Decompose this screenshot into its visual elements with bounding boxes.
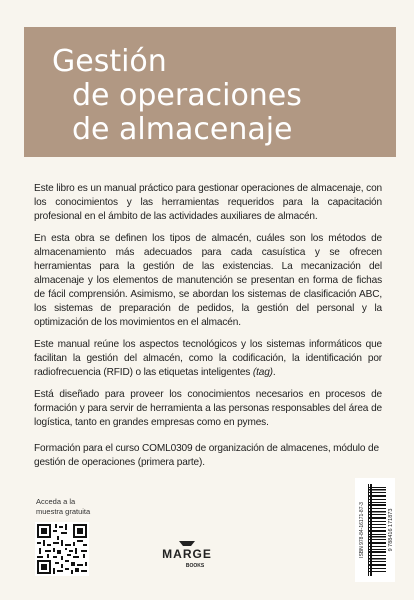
book-title-line-2: de operaciones bbox=[72, 78, 302, 113]
synopsis-paragraph-3 bbox=[34, 338, 382, 380]
publisher-name: MARGE bbox=[162, 547, 212, 561]
publisher-imprint: BOOKS bbox=[185, 563, 205, 569]
book-title-line-1: Gestión bbox=[52, 44, 167, 79]
synopsis-paragraph-1: Este libro es un manual práctico para gestionar operaciones de almacenaje, con los conocimientos y las herramientas requeridos para la capacitación profesional en el ámbito de las actividades auxiliares de almacén. bbox=[34, 183, 382, 222]
tag-term: (tag) bbox=[252, 367, 273, 378]
qr-label bbox=[36, 497, 116, 517]
isbn-barcode bbox=[355, 478, 395, 582]
isbn-digits: 9 788416 171873 bbox=[388, 508, 394, 552]
qr-label-line-2: muestra gratuita bbox=[36, 507, 91, 516]
isbn-label: ISBN 978-84-16171-87-3 bbox=[359, 502, 365, 558]
paragraph-3-period: . bbox=[272, 367, 276, 378]
title-box bbox=[24, 27, 396, 157]
publisher-logo bbox=[155, 539, 219, 571]
synopsis bbox=[34, 182, 382, 478]
book-title-line-3: de almacenaje bbox=[72, 112, 293, 147]
qr-label-line-1: Acceda a la bbox=[36, 497, 76, 506]
qr-code[interactable] bbox=[35, 522, 89, 576]
synopsis-paragraph-3-text: Este manual reúne los aspectos tecnológicos y los sistemas informáticos que facilitan la gestión del almacén, como la codificación, la identificación por radiofrecuencia (RFID) o las etiquetas inteligentes bbox=[34, 339, 382, 378]
synopsis-paragraph-4: Está diseñado para proveer los conocimientos necesarios en procesos de formación y para servir de herramienta a las personas responsables del área de logística, tanto en grandes empresas como en pymes. bbox=[34, 389, 382, 428]
synopsis-paragraph-2: En esta obra se definen los tipos de almacén, cuáles son los métodos de almacenamiento más adecuados para cada casuística y se ofrecen herramientas para la gestión de las existencias. La mecanización del almacenaje y los elementos de manutención se presentan en forma de fichas de fácil comprensión. Asimismo, se abordan los sistemas de clasificación ABC, los sistemas de preparación de pedidos, la gestión del personal y la optimización de los movimientos en el almacén. bbox=[34, 233, 382, 328]
course-note: Formación para el curso COML0309 de organización de almacenes, módulo de gestión de operaciones (primera parte). bbox=[34, 443, 379, 468]
